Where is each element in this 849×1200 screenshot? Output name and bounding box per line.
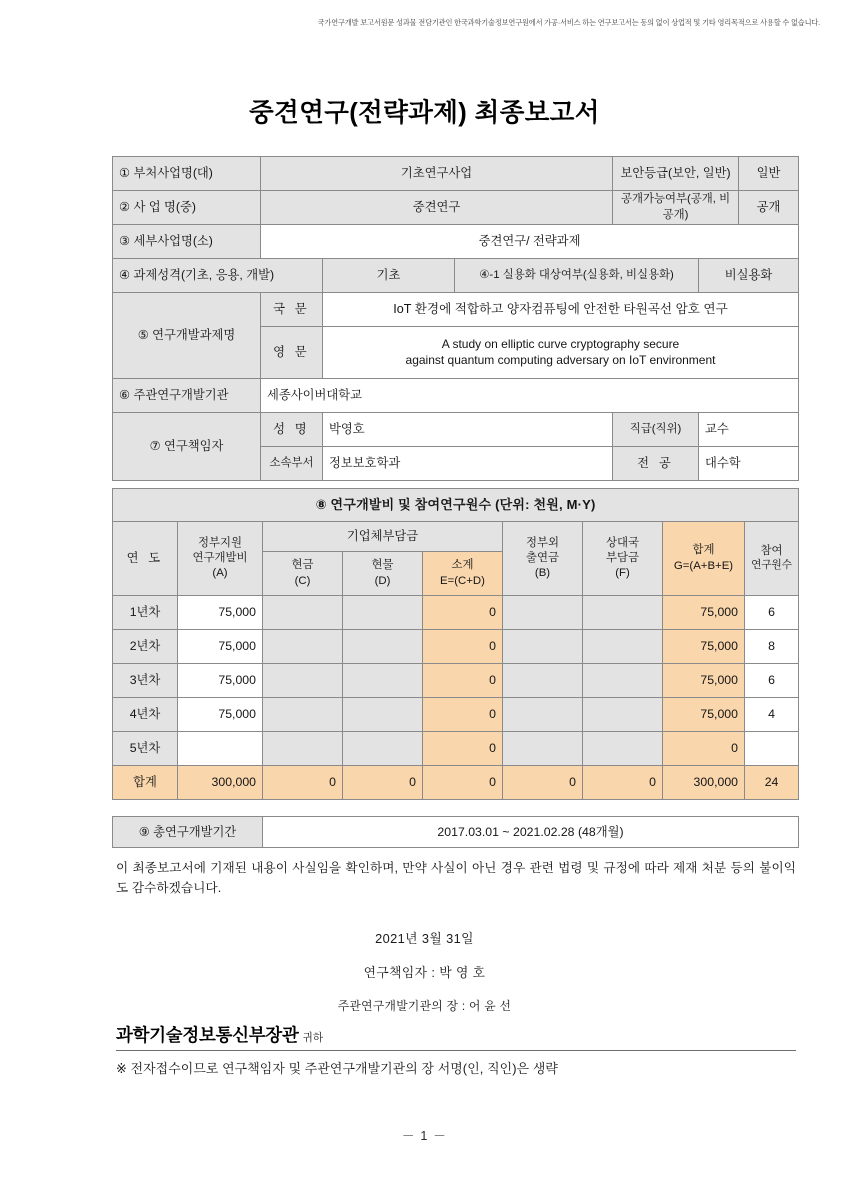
period-value: 2017.03.01 ~ 2021.02.28 (48개월) (263, 817, 799, 848)
cell-nongov (503, 596, 583, 630)
table-row (113, 379, 799, 413)
period-label: ⑨ 총연구개발기간 (113, 817, 263, 848)
researchers-line1: 참여 (760, 544, 783, 557)
cell-subtotal: 0 (423, 630, 503, 664)
cell-gov: 75,000 (178, 596, 263, 630)
row2-value: 중견연구 (261, 191, 613, 225)
cell-gov: 75,000 (178, 698, 263, 732)
footnote-text: ※ 전자접수이므로 연구책임자 및 주관연구개발기관의 장 서명(인, 직인)은 생략 (116, 1061, 558, 1076)
table-row (113, 293, 799, 327)
table-row (113, 732, 799, 766)
nongov-line2: 출연금 (525, 551, 559, 564)
cell-cash (263, 698, 343, 732)
total-row-gov: 300,000 (178, 766, 263, 800)
row2-label: ② 사 업 명(중) (113, 191, 261, 225)
signature-organization-head: 주관연구개발기관의 장 : 어 윤 선 (337, 999, 512, 1013)
total-row-partner: 0 (583, 766, 663, 800)
row5-en-value-line2: against quantum computing adversary on IoT environment (405, 352, 716, 367)
partner-line2: 부담금 (605, 551, 639, 564)
row7-major-value: 대수학 (699, 447, 799, 481)
subtotal-line1: 소계 (451, 559, 474, 572)
table-row (113, 225, 799, 259)
col-header-subtotal (423, 552, 503, 596)
cell-researchers: 6 (745, 664, 799, 698)
cell-partner (583, 698, 663, 732)
cell-year: 1년차 (113, 596, 178, 630)
row3-value: 중견연구/ 전략과제 (261, 225, 799, 259)
minister-honorific: 귀하 (302, 1032, 324, 1044)
row6-label: ⑥ 주관연구개발기관 (113, 379, 261, 413)
table-row (113, 698, 799, 732)
row1-sub-value: 일반 (739, 157, 799, 191)
cell-researchers: 8 (745, 630, 799, 664)
row5-en-value-line1: A study on elliptic curve cryptography secure (441, 336, 680, 351)
page-number: － 1 － (401, 1129, 448, 1143)
cell-in-kind (343, 664, 423, 698)
researchers-line2: 연구원수 (751, 559, 793, 572)
cell-year: 4년차 (113, 698, 178, 732)
gov-funding-line2: 연구개발비 (192, 551, 248, 564)
col-header-total (663, 522, 745, 596)
cell-total: 0 (663, 732, 745, 766)
table-row (113, 817, 799, 848)
row4-label: ④ 과제성격(기초, 응용, 개발) (113, 259, 323, 293)
row5-label: ⑤ 연구개발과제명 (113, 293, 261, 379)
col-header-researchers (745, 522, 799, 596)
table-row (113, 413, 799, 447)
table-row (113, 596, 799, 630)
cell-nongov (503, 630, 583, 664)
total-row-year: 합계 (113, 766, 178, 800)
row4-value: 기초 (323, 259, 455, 293)
cell-in-kind (343, 596, 423, 630)
cell-partner (583, 664, 663, 698)
research-period-table (112, 816, 799, 848)
col-header-gov-funding (178, 522, 263, 596)
partner-line1: 상대국 (605, 536, 639, 549)
table-row (113, 157, 799, 191)
row1-label: ① 부처사업명(대) (113, 157, 261, 191)
cell-total: 75,000 (663, 698, 745, 732)
row7-position-label: 직급(직위) (613, 413, 699, 447)
nongov-line1: 정부외 (525, 536, 559, 549)
budget-table (112, 488, 799, 800)
total-row-cash: 0 (263, 766, 343, 800)
cell-subtotal: 0 (423, 732, 503, 766)
table-total-row (113, 766, 799, 800)
subtotal-line2: E=(C+D) (440, 574, 485, 587)
total-row-in-kind: 0 (343, 766, 423, 800)
total-line1: 합계 (692, 544, 715, 557)
row7-label: ⑦ 연구책임자 (113, 413, 261, 481)
minister-addressee-block (116, 1021, 796, 1051)
row1-value: 기초연구사업 (261, 157, 613, 191)
cell-nongov (503, 732, 583, 766)
cell-in-kind (343, 630, 423, 664)
cell-cash (263, 596, 343, 630)
cell-partner (583, 596, 663, 630)
document-title: 중견연구(전략과제) 최종보고서 (249, 99, 600, 127)
budget-banner: ⑧ 연구개발비 및 참여연구원수 (단위: 천원, M·Y) (113, 489, 799, 522)
minister-title: 과학기술정보통신부장관 (116, 1025, 299, 1045)
cell-researchers: 4 (745, 698, 799, 732)
row2-sub-value: 공개 (739, 191, 799, 225)
total-row-total: 300,000 (663, 766, 745, 800)
row5-en-value (323, 327, 799, 379)
col-header-year: 연 도 (113, 522, 178, 596)
row2-sub-label: 공개가능여부(공개, 비공개) (613, 191, 739, 225)
row4-sub-label: ④-1 실용화 대상여부(실용화, 비실용화) (455, 259, 699, 293)
col-header-partner (583, 522, 663, 596)
legal-notice-text: 국가연구개발 보고서원문 성과물 전담기관인 한국과학기술정보연구원에서 가공·서비스 하는 연구보고서는 동의 없이 상업적 및 기타 영리목적으로 사용할 수 없습니다. (317, 18, 820, 27)
row7-name-label: 성 명 (261, 413, 323, 447)
row7-dept-label: 소속부서 (261, 447, 323, 481)
cell-year: 2년차 (113, 630, 178, 664)
total-line2: G=(A+B+E) (673, 559, 734, 572)
cell-gov (178, 732, 263, 766)
signature-principal-investigator: 연구책임자 : 박 영 호 (363, 965, 486, 980)
col-header-in-kind (343, 552, 423, 596)
table-row (113, 259, 799, 293)
cell-nongov (503, 664, 583, 698)
cell-year: 3년차 (113, 664, 178, 698)
cell-cash (263, 630, 343, 664)
table-row (113, 191, 799, 225)
cell-researchers (745, 732, 799, 766)
cell-nongov (503, 698, 583, 732)
total-row-subtotal: 0 (423, 766, 503, 800)
nongov-line3: (B) (534, 567, 551, 580)
in-kind-line2: (D) (374, 574, 391, 587)
gov-funding-line3: (A) (212, 567, 228, 580)
row7-major-label: 전 공 (613, 447, 699, 481)
cell-cash (263, 664, 343, 698)
row1-sub-label: 보안등급(보안, 일반) (613, 157, 739, 191)
project-info-table (112, 156, 799, 481)
row5-en-label: 영 문 (261, 327, 323, 379)
cell-total: 75,000 (663, 630, 745, 664)
row4-sub-value: 비실용화 (699, 259, 799, 293)
signature-date: 2021년 3월 31일 (375, 931, 474, 946)
cell-researchers: 6 (745, 596, 799, 630)
row7-dept-value: 정보보호학과 (323, 447, 613, 481)
cell-total: 75,000 (663, 664, 745, 698)
confirmation-statement: 이 최종보고서에 기재된 내용이 사실임을 확인하며, 만약 사실이 아닌 경우 관련 법령 및 규정에 따라 제재 처분 등의 불이익도 감수하겠습니다. (116, 861, 796, 896)
cell-year: 5년차 (113, 732, 178, 766)
cell-subtotal: 0 (423, 698, 503, 732)
cell-in-kind (343, 732, 423, 766)
table-row (113, 664, 799, 698)
cash-line1: 현금 (291, 559, 314, 572)
row3-label: ③ 세부사업명(소) (113, 225, 261, 259)
cell-total: 75,000 (663, 596, 745, 630)
cell-gov: 75,000 (178, 664, 263, 698)
row5-ko-value: IoT 환경에 적합하고 양자컴퓨팅에 안전한 타원곡선 암호 연구 (323, 293, 799, 327)
col-header-nongov (503, 522, 583, 596)
table-row (113, 630, 799, 664)
in-kind-line1: 현물 (371, 559, 394, 572)
cell-in-kind (343, 698, 423, 732)
total-row-researchers: 24 (745, 766, 799, 800)
row7-position-value: 교수 (699, 413, 799, 447)
gov-funding-line1: 정부지원 (197, 536, 242, 549)
col-header-company-group: 기업체부담금 (263, 522, 503, 552)
cell-cash (263, 732, 343, 766)
cell-subtotal: 0 (423, 664, 503, 698)
col-header-cash (263, 552, 343, 596)
cell-partner (583, 630, 663, 664)
row6-value: 세종사이버대학교 (261, 379, 799, 413)
row5-ko-label: 국 문 (261, 293, 323, 327)
total-row-nongov: 0 (503, 766, 583, 800)
row7-name-value: 박영호 (323, 413, 613, 447)
cash-line2: (C) (294, 574, 311, 587)
table-row (113, 489, 799, 522)
partner-line3: (F) (615, 567, 630, 580)
cell-gov: 75,000 (178, 630, 263, 664)
cell-subtotal: 0 (423, 596, 503, 630)
cell-partner (583, 732, 663, 766)
table-header-row (113, 522, 799, 552)
